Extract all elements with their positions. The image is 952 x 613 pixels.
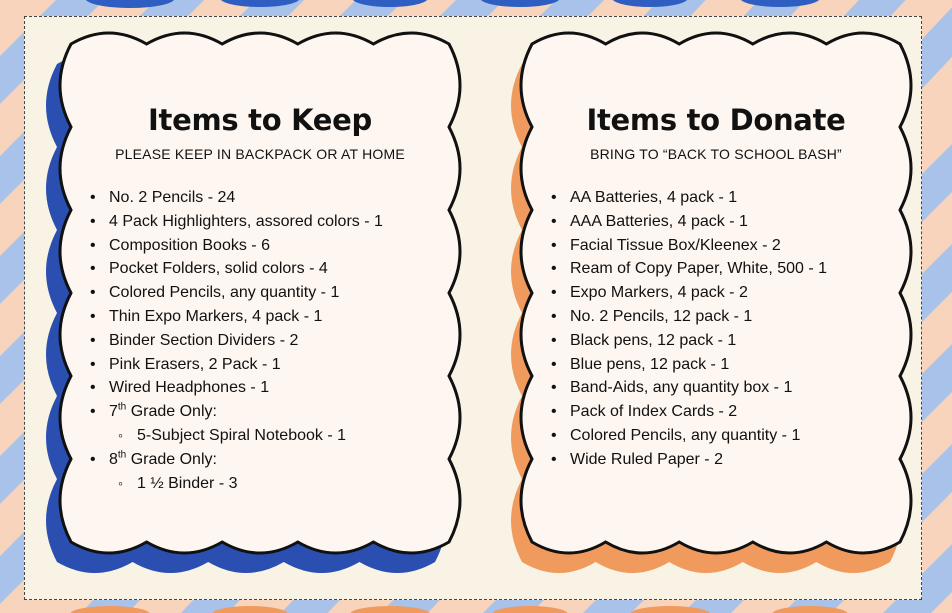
item-text: Band-Aids, any quantity box - 1 xyxy=(570,379,793,397)
donate-item-list xyxy=(550,186,827,472)
keep-list-item xyxy=(89,448,383,472)
donate-list-item xyxy=(550,210,827,234)
donate-list-item xyxy=(550,305,827,329)
item-text: Wide Ruled Paper - 2 xyxy=(570,450,723,468)
keep-card xyxy=(55,28,465,558)
donate-list-item xyxy=(550,257,827,281)
item-text: 1 ½ Binder - 3 xyxy=(137,474,238,492)
keep-list-item xyxy=(89,353,383,377)
grade-number: 7 xyxy=(109,403,118,421)
donate-list-item xyxy=(550,424,827,448)
item-text: Facial Tissue Box/Kleenex - 2 xyxy=(570,236,781,254)
keep-list-item xyxy=(89,186,383,210)
item-text: Wired Headphones - 1 xyxy=(109,379,270,397)
keep-list-item xyxy=(89,234,383,258)
donate-list-item xyxy=(550,234,827,258)
item-text: Composition Books - 6 xyxy=(109,236,270,254)
keep-item-list xyxy=(89,186,383,495)
item-text: AA Batteries, 4 pack - 1 xyxy=(570,189,738,206)
grade-number: 8 xyxy=(109,450,118,468)
item-text: Expo Markers, 4 pack - 2 xyxy=(570,284,748,302)
keep-title: Items to Keep xyxy=(148,103,372,137)
donate-list-item xyxy=(550,353,827,377)
item-text: Grade Only: xyxy=(126,403,217,421)
donate-list-item xyxy=(550,448,827,472)
item-text: No. 2 Pencils, 12 pack - 1 xyxy=(570,307,753,325)
item-text: No. 2 Pencils - 24 xyxy=(109,189,236,206)
item-text: Ream of Copy Paper, White, 500 - 1 xyxy=(570,260,828,278)
item-text: Black pens, 12 pack - 1 xyxy=(570,331,737,349)
keep-list-item xyxy=(89,472,383,496)
donate-card xyxy=(516,28,916,558)
item-text: Pink Erasers, 2 Pack - 1 xyxy=(109,355,281,373)
item-text: Grade Only: xyxy=(126,450,217,468)
donate-list-item xyxy=(550,281,827,305)
item-text: 4 Pack Highlighters, assored colors - 1 xyxy=(109,212,383,230)
keep-subtitle: PLEASE KEEP IN BACKPACK OR AT HOME xyxy=(115,146,405,162)
item-text: 5-Subject Spiral Notebook - 1 xyxy=(137,426,346,444)
keep-list-item xyxy=(89,210,383,234)
donate-list-item xyxy=(550,400,827,424)
grade-suffix: th xyxy=(117,401,127,413)
keep-list-item xyxy=(89,329,383,353)
item-text: Colored Pencils, any quantity - 1 xyxy=(570,426,801,444)
donate-list-item xyxy=(550,329,827,353)
donate-subtitle: BRING TO “BACK TO SCHOOL BASH” xyxy=(590,146,842,162)
keep-list-item xyxy=(89,281,383,305)
item-text: Pocket Folders, solid colors - 4 xyxy=(109,260,328,278)
keep-list-item xyxy=(89,400,383,424)
item-text: Binder Section Dividers - 2 xyxy=(109,331,299,349)
item-text: Blue pens, 12 pack - 1 xyxy=(570,355,730,373)
keep-list-item xyxy=(89,376,383,400)
item-text: AAA Batteries, 4 pack - 1 xyxy=(570,212,748,230)
item-text: Pack of Index Cards - 2 xyxy=(570,403,738,421)
keep-list-item xyxy=(89,257,383,281)
grade-suffix: th xyxy=(117,449,127,461)
item-text: Thin Expo Markers, 4 pack - 1 xyxy=(109,307,323,325)
donate-list-item xyxy=(550,186,827,210)
keep-list-item xyxy=(89,424,383,448)
keep-list-item xyxy=(89,305,383,329)
donate-list-item xyxy=(550,376,827,400)
donate-title: Items to Donate xyxy=(586,103,846,137)
item-text: Colored Pencils, any quantity - 1 xyxy=(109,284,340,302)
